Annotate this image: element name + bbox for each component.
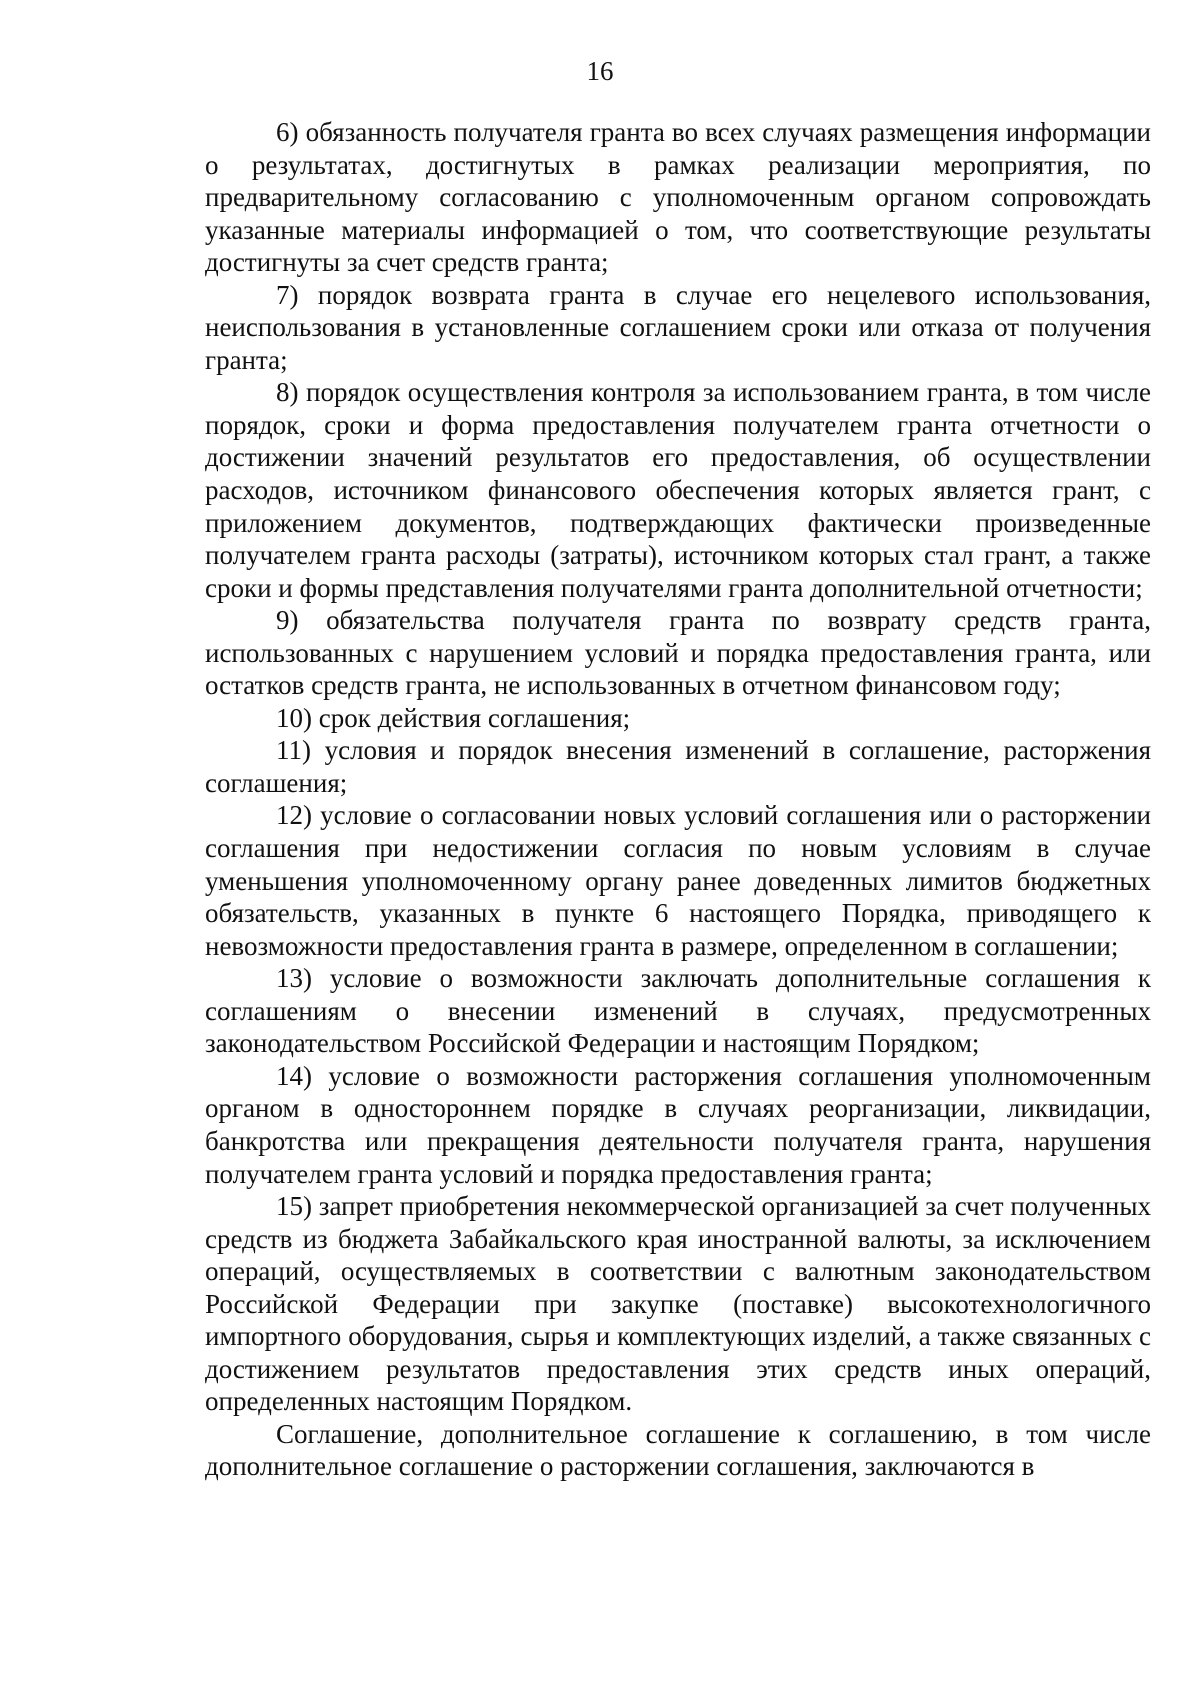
paragraph-item-6: 6) обязанность получателя гранта во всех случаях размещения информации о результатах, достигнутых в рамках реализации мероприятия, по предварительному согласованию с уполномоченным органом сопровождать указанные материалы информацией о том, что соответствующие результаты достигнуты за счет средств гранта; [205,117,1151,278]
paragraph-agreement: Соглашение, дополнительное соглашение к соглашению, в том числе дополнительное соглашение о расторжении соглашения, заключаются в [205,1418,1151,1482]
paragraph-item-8: 8) порядок осуществления контроля за использованием гранта, в том числе порядок, сроки и форма предоставления получателем гранта отчетности о достижении значений результатов его предоставления, об осуществлении расходов, источником финансового обеспечения которых является грант, с приложением документов, подтверждающих фактически произведенные получателем гранта расходы (затраты), источником которых стал грант, а также сроки и формы представления получателями гранта дополнительной отчетности; [205,377,1151,603]
paragraph-item-9: 9) обязательства получателя гранта по возврату средств гранта, использованных с нарушением условий и порядка предоставления гранта, или остатков средств гранта, не использованных в отчетном финансовом году; [205,605,1151,701]
paragraph-item-11: 11) условия и порядок внесения изменений в соглашение, расторжения соглашения; [205,735,1151,798]
paragraph-item-12: 12) условие о согласовании новых условий соглашения или о расторжении соглашения при недостижении согласия по новым условиям в случае уменьшения уполномоченному органу ранее доведенных лимитов бюджетных обязательств, указанных в пункте 6 настоящего Порядка, приводящего к невозможности предоставления гранта в размере, определенном в соглашении; [205,800,1151,961]
paragraph-item-10: 10) срок действия соглашения; [276,702,631,733]
paragraph-item-13: 13) условие о возможности заключать дополнительные соглашения к соглашениям о внесении изменений в случаях, предусмотренных законодательством Российской Федерации и настоящим Порядком; [205,963,1151,1059]
document-body [205,116,1151,1483]
page-number: 16 [586,56,614,86]
paragraph-item-14: 14) условие о возможности расторжения соглашения уполномоченным органом в одностороннем порядке в случаях реорганизации, ликвидации, банкротства или прекращения деятельности получателя гранта, нарушения получателем гранта условий и порядка предоставления гранта; [205,1060,1151,1189]
paragraph-item-15: 15) запрет приобретения некоммерческой организацией за счет полученных средств из бюджета Забайкальского края иностранной валюты, за исключением операций, осуществляемых в соответствии с валютным законодательством Российской Федерации при закупке (поставке) высокотехнологичного импортного оборудования, сырья и комплектующих изделий, а также связанных с достижением результатов предоставления этих средств иных операций, определенных настоящим Порядком. [205,1191,1151,1417]
paragraph-item-7: 7) порядок возврата гранта в случае его нецелевого использования, неиспользования в установленные соглашением сроки или отказа от получения гранта; [205,279,1151,375]
